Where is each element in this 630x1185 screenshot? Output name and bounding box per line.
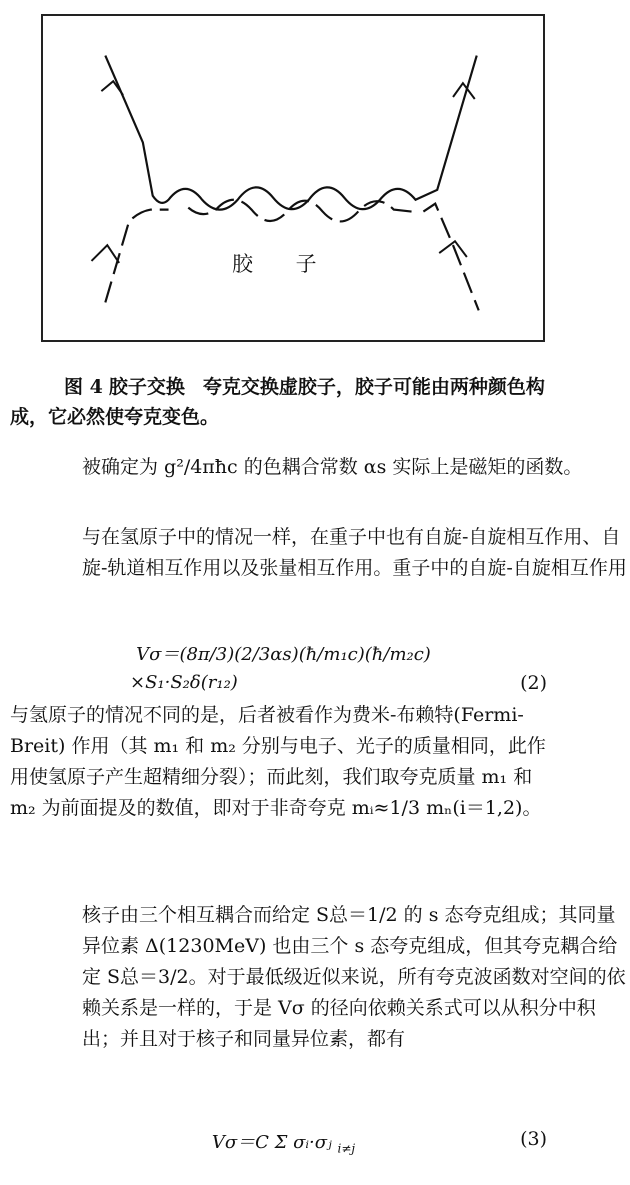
equation-2-line-1: Vσ＝(8π/3)(2/3αs)(ħ/m₁c)(ħ/m₂c) [136, 644, 431, 665]
gluon-exchange-figure [41, 14, 545, 342]
equation-3-subscript: i≠j [337, 1141, 356, 1156]
equation-3-number: (3) [520, 1128, 547, 1150]
arrow-bottom-right [439, 241, 467, 257]
equation-2-line-2: ×S₁·S₂δ(r₁₂) [130, 672, 238, 693]
upper-quark-line [105, 56, 476, 210]
paragraph-1: 被确定为 g²/4πħc 的色耦合常数 αs 实际上是磁矩的函数。 [82, 456, 583, 478]
equation-2-row [0, 672, 567, 693]
paragraph-2: 与在氢原子中的情况一样，在重子中也有自旋-自旋相互作用、自旋-轨道相互作用以及张量相互作用。重子中的自旋-自旋相互作用 [82, 526, 627, 579]
paragraph-3: 与氢原子的情况不同的是，后者被看作为费米-布赖特(Fermi-Breit) 作用（其 m₁ 和 m₂ 分别与电子、光子的质量相同，此作用使氢原子产生超精细分裂）；而此刻，我们取夸克质量 m₁ 和 m₂ 为前面提及的数值，即对于非奇夸克 mᵢ≈1/3 mₙ(i＝1,2)。 [10, 704, 546, 819]
equation-3 [0, 1128, 567, 1156]
equation-3-body: Vσ＝C Σ σᵢ·σⱼ [211, 1132, 332, 1153]
caption-title: 胶子交换 [108, 376, 185, 398]
paragraph-4: 核子由三个相互耦合而给定 S总＝1/2 的 s 态夸克组成；其同量异位素 Δ(1230MeV) 也由三个 s 态夸克组成，但其夸克耦合给定 S总＝3/2。对于最低级近似来说，所有夸克波函数对空间的依赖关系是一样的，于是 Vσ 的径向依赖关系式可以从积分中积出；并且对于核子和同量异位素，都有 [82, 904, 626, 1050]
arrow-bottom-left [91, 245, 119, 263]
figure-caption [10, 372, 558, 432]
equation-2-number: (2) [520, 672, 547, 694]
caption-text: 夸克交换虚胶子，胶子可能由两种颜色构成，它必然使夸克变色。 [10, 376, 545, 428]
gluon-label: 胶 子 [232, 252, 335, 276]
feynman-diagram [43, 16, 543, 340]
caption-number: 图 4 [64, 376, 103, 398]
